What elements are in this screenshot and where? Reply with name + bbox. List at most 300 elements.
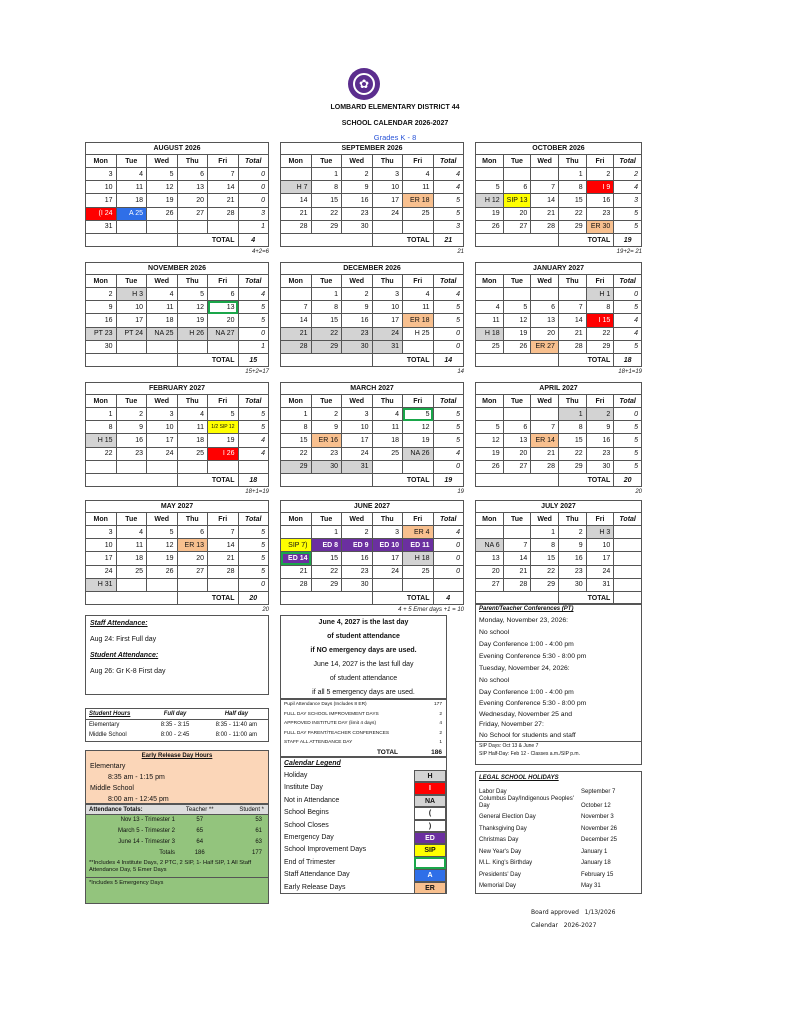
hours-cell: Middle School <box>89 732 127 738</box>
month-calendar <box>280 262 464 367</box>
day-cell: 9 <box>86 301 117 314</box>
week-total: 5 <box>238 565 269 578</box>
holiday-name: Memorial Day <box>479 883 517 889</box>
holiday-row <box>476 784 641 796</box>
ptc-line: No school <box>479 677 510 684</box>
day-cell: NA 27 <box>208 327 239 340</box>
week-total: 5 <box>614 301 642 314</box>
day-header: Tue <box>311 395 342 408</box>
day-cell: 13 <box>503 434 531 447</box>
day-cell <box>503 168 531 181</box>
day-cell: 23 <box>342 565 373 578</box>
day-cell: 8 <box>558 421 586 434</box>
day-cell: 19 <box>503 327 531 340</box>
day-cell <box>177 578 208 591</box>
week-row <box>86 526 269 539</box>
day-header: Fri <box>403 275 434 288</box>
day-cell <box>208 460 239 473</box>
day-cell <box>208 578 239 591</box>
week-row <box>86 327 269 340</box>
week-total: 0 <box>433 539 464 552</box>
day-cell: 27 <box>476 578 504 591</box>
day-cell: 18 <box>372 434 403 447</box>
week-total: 1 <box>238 340 269 353</box>
week-row <box>281 327 464 340</box>
holiday-row <box>476 796 641 810</box>
totals-cell: 64 <box>196 839 204 845</box>
day-cell: 16 <box>342 314 373 327</box>
holiday-name: M.L. King's Birthday <box>479 860 533 866</box>
day-cell <box>503 408 531 421</box>
month-note: 15+2=17 <box>245 369 269 375</box>
day-header: Wed <box>531 275 559 288</box>
week-row <box>281 526 464 539</box>
month-total: 20 <box>614 473 642 486</box>
day-cell: 14 <box>281 194 312 207</box>
totals-cell: 186 <box>194 850 205 856</box>
month-total: 20 <box>238 591 269 604</box>
holiday-date: November 26 <box>581 825 618 832</box>
day-cell: H 25 <box>403 327 434 340</box>
day-cell: NA 26 <box>403 447 434 460</box>
day-cell: 6 <box>503 181 531 194</box>
day-cell: 9 <box>586 421 614 434</box>
day-cell: 27 <box>503 220 531 233</box>
day-cell <box>476 168 504 181</box>
month-title: JULY 2027 <box>476 501 642 513</box>
totals-cell: 61 <box>255 828 262 834</box>
day-cell: I 15 <box>586 314 614 327</box>
day-cell: 21 <box>531 447 559 460</box>
summary-label: Pupil Attendance Days (Includes 8 ER) <box>284 702 367 707</box>
calendar-title: SCHOOL CALENDAR 2026-2027 <box>341 120 449 127</box>
holiday-date: September 7 <box>581 788 616 795</box>
week-total: 5 <box>238 526 269 539</box>
day-cell: 24 <box>372 327 403 340</box>
month-note: 20 <box>262 607 269 613</box>
day-header: Fri <box>403 513 434 526</box>
day-cell: 12 <box>147 539 178 552</box>
month-calendar <box>475 500 642 605</box>
holiday-date: October 12 <box>581 802 611 809</box>
day-cell: 7 <box>531 421 559 434</box>
day-cell: 13 <box>208 301 239 314</box>
day-cell: 4 <box>177 408 208 421</box>
day-cell: 30 <box>342 220 373 233</box>
legend-swatch: SIP <box>414 844 446 856</box>
week-row <box>86 460 269 473</box>
totals-note-1: **Includes 4 Institute Days, 2 PTC, 2 SIP, 1- Half SIP, 1 All Staff Attendance Day, 5 Emer Days <box>89 860 252 873</box>
holiday-date: February 15 <box>581 871 614 878</box>
legend-swatch <box>414 857 446 869</box>
day-header: Thu <box>177 275 208 288</box>
day-cell <box>281 288 312 301</box>
ptc-line: No School for students and staff <box>479 731 576 739</box>
day-cell: ED 10 <box>372 539 403 552</box>
day-header: Thu <box>558 155 586 168</box>
hours-cell: 8:00 - 2:45 <box>160 732 190 738</box>
day-cell: 5 <box>208 408 239 421</box>
week-total: 3 <box>238 207 269 220</box>
day-cell: 24 <box>342 447 373 460</box>
day-cell: 1 <box>558 168 586 181</box>
last-day-line: of student attendance <box>327 633 400 640</box>
total-label: TOTAL <box>372 353 433 366</box>
day-cell: 10 <box>342 421 373 434</box>
month-title: FEBRUARY 2027 <box>86 383 269 395</box>
day-cell: 16 <box>558 552 586 565</box>
day-cell: 4 <box>147 288 178 301</box>
day-header: Total <box>433 155 464 168</box>
week-row <box>86 314 269 327</box>
day-cell: 9 <box>311 421 342 434</box>
legend-label: Staff Attendance Day <box>284 871 350 879</box>
day-cell: 7 <box>208 526 239 539</box>
day-cell: 4 <box>476 301 504 314</box>
sip-half-day: SIP Half-Day: Feb 12 - Classes a.m./SIP p.m. <box>479 751 580 757</box>
day-header: Wed <box>531 155 559 168</box>
blank <box>86 473 178 486</box>
day-cell: 11 <box>147 301 178 314</box>
day-cell: 13 <box>531 314 559 327</box>
week-row <box>86 578 269 591</box>
week-total: 5 <box>433 314 464 327</box>
calendar-year: 2026-2027 <box>563 922 597 929</box>
day-cell: H 12 <box>476 194 504 207</box>
month-title: MARCH 2027 <box>281 383 464 395</box>
day-cell: PT 23 <box>86 327 117 340</box>
week-row <box>281 340 464 353</box>
day-cell: 7 <box>208 168 239 181</box>
week-row <box>86 181 269 194</box>
day-header: Thu <box>177 513 208 526</box>
day-cell: 29 <box>281 460 312 473</box>
day-header: Tue <box>116 155 147 168</box>
day-cell: 7 <box>531 181 559 194</box>
holiday-row <box>476 867 641 879</box>
day-cell: (I 24 <box>86 207 117 220</box>
month-total: 19 <box>614 233 642 246</box>
day-cell: 5 <box>177 288 208 301</box>
day-cell: 8 <box>311 301 342 314</box>
week-total: 4 <box>238 288 269 301</box>
totals-cell: 57 <box>196 817 204 823</box>
day-cell: 2 <box>116 408 147 421</box>
day-header: Mon <box>281 155 312 168</box>
week-row <box>476 340 642 353</box>
week-total: 4 <box>614 327 642 340</box>
day-cell: 26 <box>147 565 178 578</box>
day-cell: 11 <box>476 314 504 327</box>
day-header: Mon <box>476 513 504 526</box>
day-cell <box>281 526 312 539</box>
day-cell: 30 <box>558 578 586 591</box>
week-row <box>86 340 269 353</box>
day-cell: 21 <box>558 327 586 340</box>
day-header: Mon <box>476 395 504 408</box>
week-total: 5 <box>433 194 464 207</box>
legend-item <box>281 795 446 807</box>
month-calendar <box>475 262 642 367</box>
early-release-ms-time: 8:00 am - 12:45 pm <box>108 796 169 803</box>
week-row <box>476 168 642 181</box>
holidays-title: LEGAL SCHOOL HOLIDAYS <box>479 775 559 781</box>
week-row <box>476 460 642 473</box>
week-total: 4 <box>238 434 269 447</box>
day-cell: NA 25 <box>147 327 178 340</box>
week-row <box>86 552 269 565</box>
day-header: Wed <box>147 513 178 526</box>
day-header: Thu <box>177 155 208 168</box>
day-cell: ED 9 <box>342 539 373 552</box>
day-header: Tue <box>311 155 342 168</box>
day-cell: 10 <box>372 181 403 194</box>
day-cell: 3 <box>86 168 117 181</box>
day-cell: SIP 13 <box>503 194 531 207</box>
week-row <box>86 434 269 447</box>
week-total: 3 <box>614 194 642 207</box>
legend-title: Calendar Legend <box>284 760 341 767</box>
day-cell <box>281 168 312 181</box>
day-header: Tue <box>116 513 147 526</box>
day-cell: 21 <box>281 327 312 340</box>
day-cell: SIP 7) <box>281 539 312 552</box>
day-header: Wed <box>342 275 373 288</box>
day-cell: 17 <box>372 552 403 565</box>
board-approved <box>531 909 615 916</box>
day-cell: 29 <box>311 340 342 353</box>
week-total: 0 <box>433 340 464 353</box>
day-cell: 1/2 SIP 12 <box>208 421 239 434</box>
month-title: JANUARY 2027 <box>476 263 642 275</box>
day-cell: 22 <box>311 207 342 220</box>
day-cell: H 31 <box>86 578 117 591</box>
day-header: Fri <box>208 275 239 288</box>
month-note: 21 <box>457 249 464 255</box>
week-row <box>281 288 464 301</box>
early-release-box <box>85 750 269 804</box>
legend-label: End of Trimester <box>284 858 336 866</box>
day-cell: 21 <box>208 552 239 565</box>
holiday-date: December 25 <box>581 837 618 843</box>
day-cell: 15 <box>558 194 586 207</box>
month-total: 4 <box>433 591 464 604</box>
day-cell: 2 <box>342 526 373 539</box>
summary-total-value: 186 <box>431 748 442 756</box>
day-header: Mon <box>476 275 504 288</box>
day-cell: 12 <box>147 181 178 194</box>
day-cell: 5 <box>476 421 504 434</box>
day-cell <box>372 578 403 591</box>
day-cell: 4 <box>403 168 434 181</box>
day-cell: 24 <box>86 565 117 578</box>
week-total: 5 <box>433 207 464 220</box>
day-cell: 8 <box>586 301 614 314</box>
holiday-name: Christmas Day <box>479 837 519 843</box>
legend-item <box>281 770 446 782</box>
day-cell <box>372 220 403 233</box>
day-cell: 1 <box>86 408 117 421</box>
day-cell: 17 <box>372 314 403 327</box>
day-cell: 23 <box>342 327 373 340</box>
day-cell: 31 <box>586 578 614 591</box>
month-title: MAY 2027 <box>86 501 269 513</box>
day-cell: 28 <box>208 565 239 578</box>
last-day-line: June 14, 2027 is the last full day <box>313 661 414 668</box>
day-cell: 5 <box>403 408 434 421</box>
staff-attendance-heading: Staff Attendance: <box>90 620 148 627</box>
legend-swatch: A <box>414 869 446 881</box>
day-cell: ER 27 <box>531 340 559 353</box>
staff-attendance-line: Aug 24: First Full day <box>90 636 157 643</box>
day-cell: 25 <box>177 447 208 460</box>
day-cell: 28 <box>281 340 312 353</box>
month-total: 18 <box>614 353 642 366</box>
day-header: Wed <box>147 275 178 288</box>
month-calendar <box>475 142 642 247</box>
month-total: 19 <box>433 473 464 486</box>
day-cell <box>476 526 504 539</box>
week-row <box>476 314 642 327</box>
day-cell: 23 <box>116 447 147 460</box>
day-cell: 19 <box>476 207 504 220</box>
totals-header-cell: Student * <box>239 807 264 813</box>
week-row <box>476 408 642 421</box>
day-cell: 9 <box>342 301 373 314</box>
week-row <box>476 434 642 447</box>
month-total: 21 <box>433 233 464 246</box>
day-cell: 26 <box>476 220 504 233</box>
day-cell <box>116 220 147 233</box>
day-cell: 28 <box>531 460 559 473</box>
week-total: 5 <box>433 421 464 434</box>
day-cell: A 25 <box>116 207 147 220</box>
day-cell: 24 <box>372 565 403 578</box>
day-cell: 20 <box>177 552 208 565</box>
day-cell: 12 <box>403 421 434 434</box>
week-total <box>614 565 642 578</box>
day-header: Total <box>433 513 464 526</box>
last-day-line: June 4, 2027 is the last day <box>318 619 409 626</box>
day-header: Thu <box>558 513 586 526</box>
week-total <box>614 552 642 565</box>
totals-header <box>86 805 268 815</box>
day-cell: 5 <box>147 526 178 539</box>
week-row <box>86 301 269 314</box>
blank <box>281 353 373 366</box>
week-row <box>281 552 464 565</box>
day-cell: 20 <box>476 565 504 578</box>
summary-value: 177 <box>433 702 442 707</box>
day-header: Thu <box>372 275 403 288</box>
week-row <box>86 207 269 220</box>
day-cell: 29 <box>531 578 559 591</box>
day-cell <box>116 460 147 473</box>
day-cell: H 3 <box>116 288 147 301</box>
holiday-row <box>476 821 641 833</box>
week-total: 0 <box>238 578 269 591</box>
day-cell: 11 <box>116 539 147 552</box>
day-header: Wed <box>531 395 559 408</box>
calendar-label: Calendar <box>531 922 558 929</box>
day-cell: 12 <box>503 314 531 327</box>
day-cell: NA 6 <box>476 539 504 552</box>
week-row <box>281 314 464 327</box>
day-header: Thu <box>558 395 586 408</box>
day-cell: 16 <box>342 194 373 207</box>
blank <box>281 473 373 486</box>
week-total: 5 <box>614 447 642 460</box>
day-header: Total <box>238 155 269 168</box>
early-release-ms: Middle School <box>90 785 134 792</box>
day-cell <box>177 220 208 233</box>
day-cell: 25 <box>403 207 434 220</box>
week-row <box>476 526 642 539</box>
summary-value: 2 <box>439 711 442 717</box>
day-cell: 16 <box>586 194 614 207</box>
day-cell: 2 <box>558 526 586 539</box>
week-row <box>281 207 464 220</box>
week-total: 0 <box>238 194 269 207</box>
day-cell: ER 16 <box>311 434 342 447</box>
day-cell: 18 <box>116 552 147 565</box>
week-total: 4 <box>433 181 464 194</box>
day-cell: 25 <box>116 565 147 578</box>
day-cell: 1 <box>311 288 342 301</box>
hours-cell: 8:35 - 3:15 <box>160 722 190 728</box>
week-total: 4 <box>433 168 464 181</box>
day-cell: 6 <box>177 168 208 181</box>
day-cell: 14 <box>208 539 239 552</box>
day-cell: 4 <box>372 408 403 421</box>
day-cell: 24 <box>147 447 178 460</box>
day-header: Wed <box>531 513 559 526</box>
calendar-year-footer <box>531 922 596 929</box>
week-total <box>614 526 642 539</box>
week-total: 1 <box>238 220 269 233</box>
day-cell: I 9 <box>586 181 614 194</box>
day-cell: 27 <box>177 565 208 578</box>
day-header: Mon <box>281 513 312 526</box>
week-total: 4 <box>238 447 269 460</box>
day-header: Fri <box>586 155 614 168</box>
legend-item <box>281 844 446 856</box>
totals-header-cell: Attendance Totals: <box>89 807 143 813</box>
day-cell: ER 18 <box>403 314 434 327</box>
ptc-line: Evening Conference 5:30 - 8:00 pm <box>479 700 587 707</box>
week-row <box>476 578 642 591</box>
day-cell: 30 <box>342 340 373 353</box>
day-cell: 13 <box>476 552 504 565</box>
total-label: TOTAL <box>177 233 238 246</box>
week-total: 5 <box>238 408 269 421</box>
day-cell: 18 <box>177 434 208 447</box>
day-cell: 2 <box>342 168 373 181</box>
day-header: Total <box>433 395 464 408</box>
day-header: Fri <box>208 395 239 408</box>
day-cell: 14 <box>503 552 531 565</box>
day-header: Wed <box>147 155 178 168</box>
holiday-name: Presidents' Day <box>479 871 521 878</box>
week-row <box>476 327 642 340</box>
day-cell: ER 30 <box>586 220 614 233</box>
day-cell <box>116 340 147 353</box>
approved-label: Board approved <box>531 909 579 916</box>
day-cell <box>116 578 147 591</box>
week-row <box>86 447 269 460</box>
day-cell: 17 <box>372 194 403 207</box>
month-title: OCTOBER 2026 <box>476 143 642 155</box>
